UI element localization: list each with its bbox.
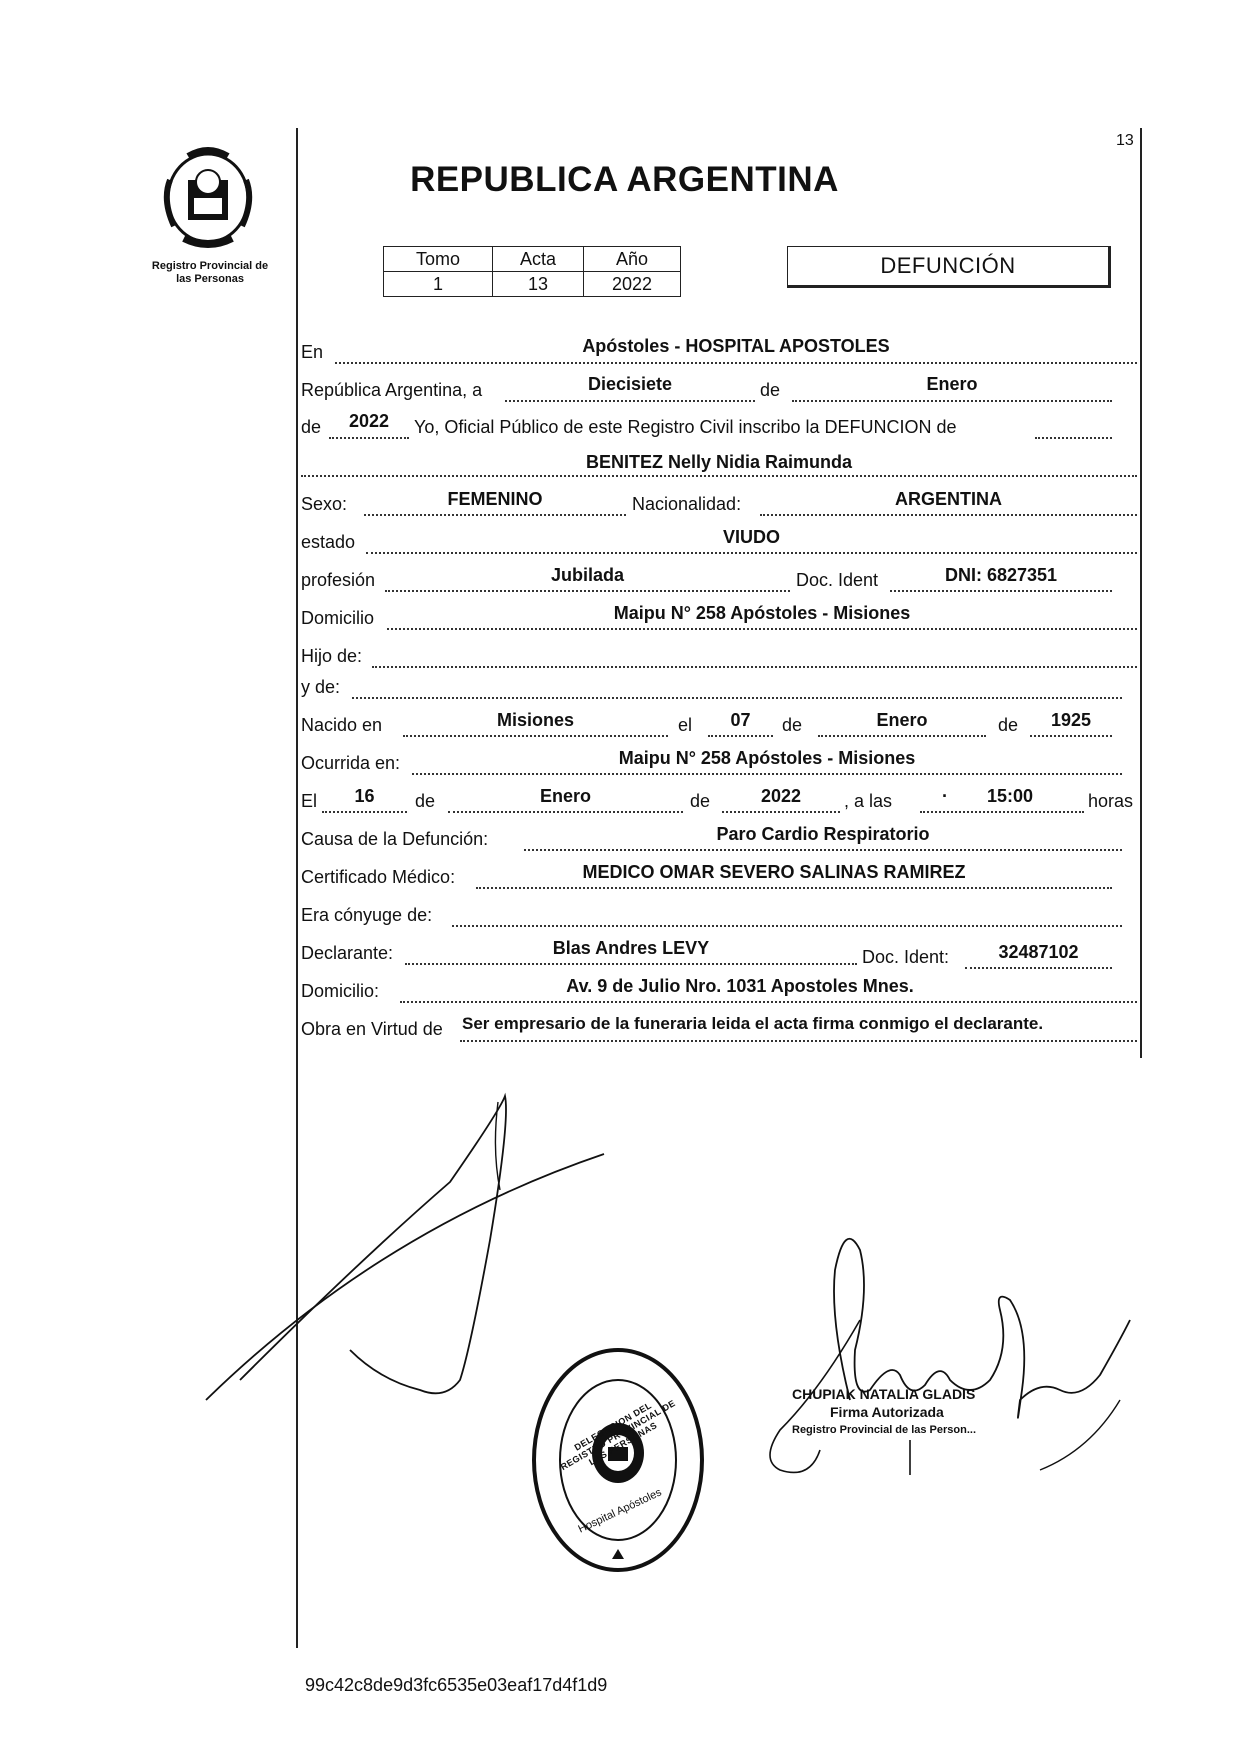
value-mes: Enero (926, 374, 978, 394)
dotted-line-y-de (352, 697, 1122, 699)
dotted-line-anio (329, 437, 409, 439)
right-margin-line (1140, 128, 1142, 1058)
value-ocurrida-en: Maipu N° 258 Apóstoles - Misiones (618, 748, 916, 768)
label-horas: horas (1088, 791, 1134, 811)
label-de-mes: de (760, 380, 781, 400)
dotted-line-nacido-mes (818, 735, 986, 737)
value-sexo: FEMENINO (447, 489, 543, 509)
dotted-line-lugar (335, 362, 1137, 364)
dotted-line-nacionalidad (760, 514, 1137, 516)
dotted-line-declarante-doc (965, 967, 1112, 969)
value-documento: DNI: 6827351 (944, 565, 1058, 585)
value-nacido-dia: 07 (730, 710, 751, 730)
anio-header: Año (584, 247, 681, 272)
value-nacido-mes: Enero (876, 710, 928, 730)
registry-label-line1: Registro Provincial de (151, 260, 269, 272)
signature-block (792, 1385, 976, 1439)
dotted-line-certificado (476, 887, 1112, 889)
dotted-line-row3-end (1035, 437, 1112, 439)
dotted-line-sexo (364, 514, 626, 516)
value-def-dia: 16 (354, 786, 375, 806)
label-hijo-de: Hijo de: (301, 646, 363, 666)
label-de-nac-anio: de (998, 715, 1019, 735)
dotted-line-nacido-dia (708, 735, 773, 737)
dotted-line-def-dia (322, 811, 407, 813)
dotted-line-dia (505, 400, 755, 402)
dotted-line-hijo-de (372, 666, 1137, 668)
dotted-line-declarante (405, 963, 857, 965)
label-doc-ident-declarante: Doc. Ident: (862, 947, 950, 967)
value-def-hora-prefix: · (942, 786, 948, 806)
signatory-registry: Registro Provincial de las Person... (792, 1424, 977, 1436)
anio-value: 2022 (584, 272, 681, 297)
dotted-line-ocurrida-en (412, 773, 1122, 775)
dotted-line-nombre (301, 475, 1137, 477)
value-nombre: BENITEZ Nelly Nidia Raimunda (585, 452, 853, 472)
label-domicilio: Domicilio (301, 608, 375, 628)
dotted-line-def-hora (920, 811, 1084, 813)
label-ocurrida-en: Ocurrida en: (301, 753, 401, 773)
label-republica: República Argentina, a (301, 380, 483, 400)
stamp-outer-text: DELEGACION DEL REGISTRO PROVINCIAL DE LAS PERSONAS (558, 1397, 678, 1473)
label-oficial: Yo, Oficial Público de este Registro Civil inscribo la DEFUNCION de (414, 417, 957, 437)
label-sexo: Sexo: (301, 494, 348, 514)
value-lugar: Apóstoles - HOSPITAL APOSTOLES (582, 336, 890, 356)
value-causa: Paro Cardio Respiratorio (716, 824, 930, 844)
label-el: el (678, 715, 693, 735)
record-table (383, 246, 681, 297)
dotted-line-obra (460, 1040, 1137, 1042)
official-signature (760, 1200, 1140, 1500)
label-domicilio-declarante: Domicilio: (301, 981, 380, 1001)
acta-value: 13 (493, 272, 584, 297)
label-a-las: , a las (844, 791, 893, 811)
label-obra: Obra en Virtud de (301, 1019, 443, 1039)
signatory-role: Firma Autorizada (830, 1404, 944, 1420)
dotted-line-profesion (385, 590, 790, 592)
registry-label (130, 260, 290, 286)
document-hash: 99c42c8de9d3fc6535e03eaf17d4f1d9 (305, 1675, 608, 1695)
value-certificado: MEDICO OMAR SEVERO SALINAS RAMIREZ (582, 862, 966, 882)
label-causa: Causa de la Defunción: (301, 829, 489, 849)
dotted-line-conyuge (452, 925, 1122, 927)
dotted-line-documento (890, 590, 1112, 592)
dotted-line-nacido-anio (1030, 735, 1112, 737)
dotted-line-domicilio (387, 628, 1137, 630)
value-dia: Diecisiete (587, 374, 673, 394)
stamp-inner-text: Hospital Apóstoles (576, 1486, 664, 1536)
label-el-cap: El (301, 791, 318, 811)
value-declarante: Blas Andres LEVY (552, 938, 710, 958)
label-declarante: Declarante: (301, 943, 394, 963)
label-y-de: y de: (301, 677, 341, 697)
dotted-line-def-mes (448, 811, 683, 813)
value-anio: 2022 (348, 411, 390, 431)
label-de-anio: de (301, 417, 322, 437)
label-de-def-anio: de (690, 791, 711, 811)
value-def-hora: 15:00 (986, 786, 1034, 806)
value-nacido-anio: 1925 (1050, 710, 1092, 730)
document-title: REPUBLICA ARGENTINA (410, 160, 839, 199)
tomo-value: 1 (384, 272, 493, 297)
value-profesion: Jubilada (550, 565, 625, 585)
dotted-line-def-anio (722, 811, 840, 813)
label-certificado: Certificado Médico: (301, 867, 456, 887)
left-margin-line (296, 128, 298, 1648)
label-doc-ident: Doc. Ident (796, 570, 879, 590)
tomo-header: Tomo (384, 247, 493, 272)
label-profesion: profesión (301, 570, 376, 590)
value-estado: VIUDO (722, 527, 780, 547)
dotted-line-causa (524, 849, 1122, 851)
label-en: En (301, 342, 324, 362)
page-number: 13 (1116, 132, 1134, 149)
signatory-name: CHUPIAK NATALIA GLADIS (792, 1386, 976, 1402)
label-nacido-en: Nacido en (301, 715, 383, 735)
value-nacido-en: Misiones (496, 710, 575, 730)
dotted-line-estado (366, 552, 1137, 554)
label-conyuge: Era cónyuge de: (301, 905, 433, 925)
label-nacionalidad: Nacionalidad: (632, 494, 742, 514)
label-estado: estado (301, 532, 356, 552)
dotted-line-declarante-domicilio (400, 1001, 1137, 1003)
value-nacionalidad: ARGENTINA (895, 489, 1002, 509)
value-def-mes: Enero (539, 786, 591, 806)
act-type-box: DEFUNCIÓN (787, 246, 1111, 288)
registry-label-line2: las Personas (176, 273, 244, 285)
value-def-anio: 2022 (760, 786, 802, 806)
value-declarante-doc: 32487102 (998, 942, 1079, 962)
dotted-line-nacido-en (403, 735, 668, 737)
dotted-line-mes (792, 400, 1112, 402)
value-domicilio: Maipu N° 258 Apóstoles - Misiones (613, 603, 911, 623)
label-de-def-mes: de (415, 791, 436, 811)
value-declarante-domicilio: Av. 9 de Julio Nro. 1031 Apostoles Mnes. (566, 976, 914, 996)
label-de-nac-mes: de (782, 715, 803, 735)
value-obra: Ser empresario de la funeraria leida el acta firma conmigo el declarante. (462, 1014, 1044, 1033)
acta-header: Acta (493, 247, 584, 272)
